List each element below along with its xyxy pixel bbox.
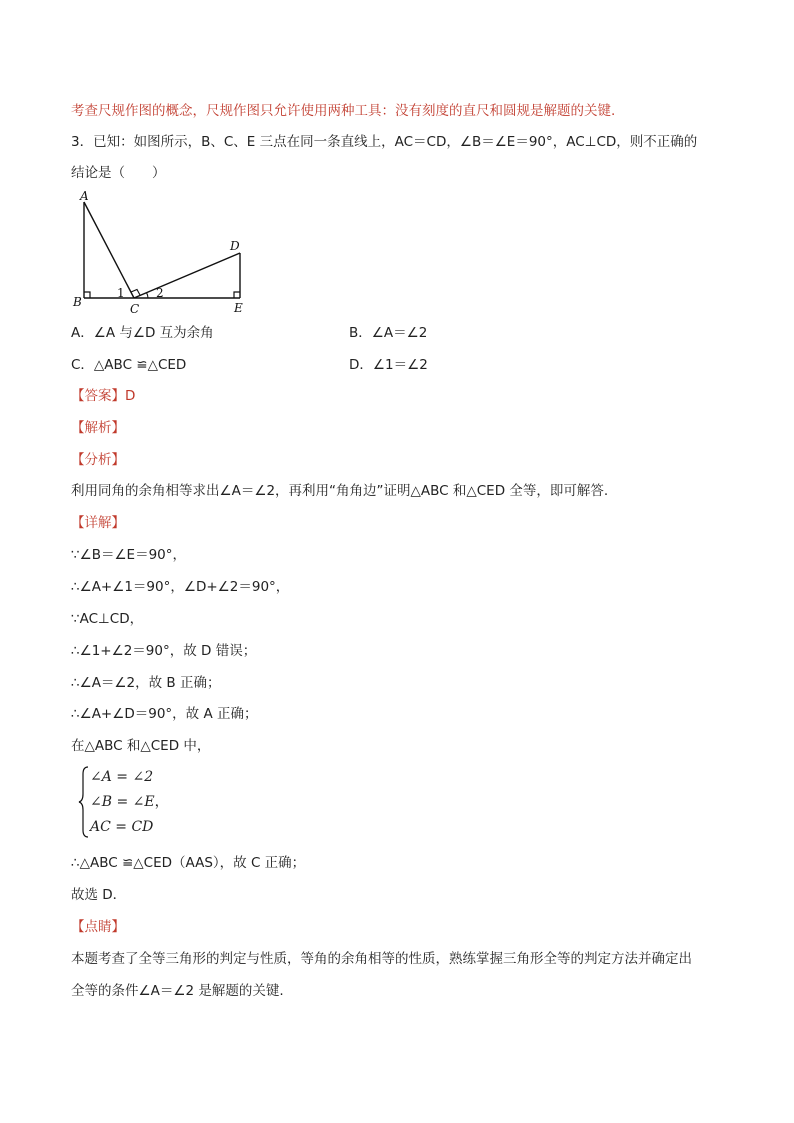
geometry-figure [72,190,252,318]
system-row-2-expr: ∠B = ∠E [90,794,155,810]
answer-value: D [125,388,136,404]
option-c: C．△ABC ≌△CED [71,357,187,373]
fenxi-text: 利用同角的余角相等求出∠A＝∠2，再利用“角角边”证明△ABC 和△CED 全等，即可解答. [71,483,609,499]
system-row-2-suffix: ， [154,794,169,810]
answer-tag: 【答案】 [71,388,125,404]
question-line-1: 3．已知：如图所示，B、C、E 三点在同一条直线上，AC＝CD，∠B＝∠E＝90°，AC⊥CD，则不正确的 [71,134,698,150]
step-6: ∴∠A+∠D＝90°，故 A 正确； [71,706,258,722]
option-d: D．∠1＝∠2 [349,357,428,373]
system-row-2 [90,793,169,811]
right-angle-e [234,292,240,298]
label-b: B [73,295,82,309]
label-e: E [234,301,243,315]
angle-arc-2 [147,293,149,299]
option-a: A．∠A 与∠D 互为余角 [71,325,214,341]
question-line-2: 结论是（ ） [71,165,166,181]
step-5: ∴∠A＝∠2，故 B 正确； [71,675,221,691]
conclusion-2: 故选 D． [71,887,127,903]
step-3: ∵AC⊥CD， [71,611,144,627]
option-b: B．∠A＝∠2 [349,325,428,341]
comment-line-2: 全等的条件∠A＝∠2 是解题的关键. [71,983,284,999]
system-row-1: ∠A = ∠2 [90,769,154,785]
answer-line [71,386,135,406]
step-4: ∴∠1+∠2＝90°，故 D 错误； [71,643,257,659]
segment-cd [134,253,240,298]
detail-tag: 【详解】 [71,515,125,531]
label-d: D [230,239,240,253]
fenxi-tag: 【分析】 [71,452,125,468]
equation-system [78,766,198,838]
step-7: 在△ABC 和△CED 中， [71,738,211,754]
label-c: C [130,302,140,316]
label-angle-1: 1 [117,286,125,300]
segment-ac [84,202,134,298]
analysis-tag: 【解析】 [71,420,125,436]
step-1: ∵∠B＝∠E＝90°， [71,547,187,563]
intro-text: 考查尺规作图的概念，尺规作图只允许使用两种工具：没有刻度的直尺和圆规是解题的关键. [71,103,616,119]
comment-tag: 【点睛】 [71,919,125,935]
step-2: ∴∠A+∠1＝90°，∠D+∠2＝90°， [71,579,290,595]
right-angle-b [84,292,90,298]
conclusion-1: ∴△ABC ≌△CED（AAS），故 C 正确； [71,855,306,871]
left-brace-icon [78,766,90,838]
comment-line-1: 本题考查了全等三角形的判定与性质，等角的余角相等的性质，熟练掌握三角形全等的判定方法并确定出 [71,951,692,967]
label-angle-2: 2 [156,286,164,300]
system-row-3: AC = CD [90,819,154,835]
label-a: A [80,190,89,203]
